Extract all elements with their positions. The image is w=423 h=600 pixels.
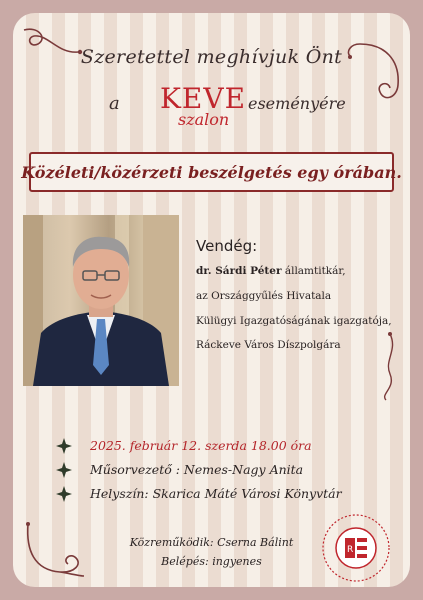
brand-szalon: szalon	[178, 110, 230, 129]
guest-label: Vendég:	[196, 237, 258, 255]
event-date: 2025. február 12. szerda 18.00 óra	[90, 438, 312, 453]
guest-line-2: az Országgyűlés Hivatala	[196, 290, 332, 302]
title-box	[21, 152, 402, 192]
organization-seal-logo	[320, 512, 392, 584]
guest-name: dr. Sárdi Péter	[196, 265, 282, 277]
date-star-icon	[56, 438, 72, 454]
bottom-right-flourish-icon	[360, 330, 410, 405]
brand-keve: KEVE	[160, 82, 247, 115]
guest-photo	[23, 215, 179, 386]
host-star-icon	[56, 462, 72, 478]
event-host: Műsorvezető : Nemes-Nagy Anita	[90, 462, 304, 477]
event-word: eseményére	[248, 94, 346, 113]
invite-a: a	[109, 93, 120, 114]
entry-line: Belépés: ingyenes	[161, 555, 262, 568]
invite-line: Szeretettel meghívjuk Önt	[80, 46, 343, 68]
event-venue: Helyszín: Skarica Máté Városi Könyvtár	[90, 486, 342, 501]
event-title: Közéleti/közérzeti beszélgetés egy órában.	[21, 162, 402, 182]
guest-title: államtitkár,	[281, 265, 346, 277]
bottom-left-flourish-icon	[20, 520, 90, 580]
venue-star-icon	[56, 486, 72, 502]
guest-line-4: Ráckeve Város Díszpolgára	[196, 339, 341, 351]
performer-line: Közreműködik: Cserna Bálint	[129, 536, 294, 549]
guest-name-line	[196, 265, 346, 277]
svg-text:R: R	[347, 545, 354, 555]
guest-line-3: Külügyi Igazgatóságának igazgatója,	[196, 315, 392, 327]
